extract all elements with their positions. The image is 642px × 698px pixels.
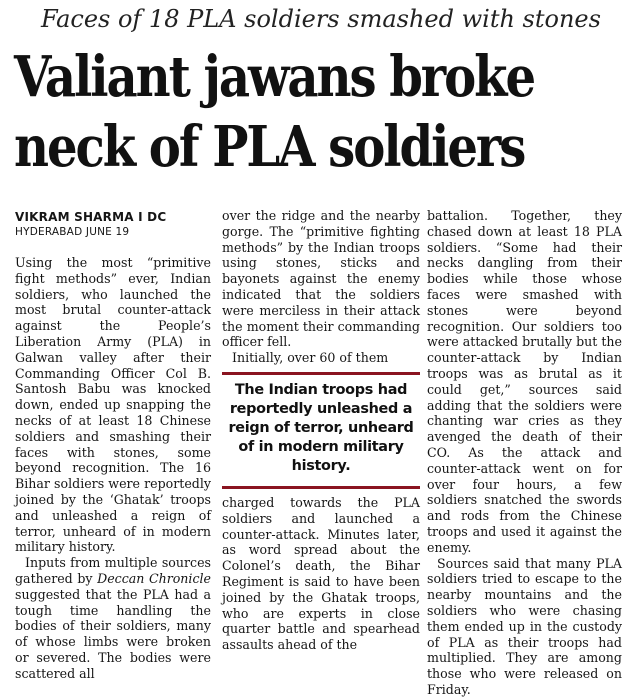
- text-run: suggested that the PLA had a tough time handling the bodies of their soldiers, many of whose limbs were broken or severed. The bodies were scattered all: [15, 586, 211, 681]
- paragraph: battalion. Together, they chased down at least 18 PLA soldiers. “Some had their necks dangling from their bodies while those whose faces were smashed with stones were beyond recognition. Our soldiers too were attacked brutally but the counter-attack by Indian troops was as brutal as it could get,” sources said adding that the soldiers were chanting war cries as they avenged the death of their CO. As the attack and counter-attack went on for over four hours, a few soldiers snatched the swords and rods from the Chinese troops and used it against the enemy.: [427, 208, 622, 555]
- byline: VIKRAM SHARMA I DC: [15, 210, 167, 224]
- text-run: Inputs from multiple sources gathered by: [15, 555, 211, 586]
- paragraph-continued: charged towards the PLA soldiers and launched a counter-attack. Minutes later, as word spread about the Colonel’s death, the Bihar Regiment is said to have been joined by the Ghatak troops, who are experts in close quarter battle and spearhead assaults ahead of the: [222, 494, 420, 653]
- paragraph: [15, 555, 211, 681]
- paragraph: Sources said that many PLA soldiers tried to escape to the nearby mountains and the soldiers who were chasing them ended up in the custody of PLA as their troops had multiplied. They are among those who were released on Friday.: [427, 555, 622, 697]
- column-1: [15, 210, 211, 682]
- headline-line-1: Valiant jawans broke: [14, 44, 535, 110]
- kicker: Faces of 18 PLA soldiers smashed with stones: [41, 5, 601, 33]
- pull-quote: The Indian troops had reportedly unleashed a reign of terror, unheard of in modern military history.: [222, 372, 420, 489]
- dateline: HYDERABAD JUNE 19: [15, 226, 130, 238]
- column-2: [222, 208, 420, 653]
- headline: [14, 42, 547, 182]
- column-3: [427, 208, 622, 698]
- paragraph-start: Initially, over 60 of them: [232, 350, 389, 366]
- paragraph: over the ridge and the nearby gorge. The “primitive fighting methods” by the Indian troops using stones, sticks and bayonets against the enemy indicated that the soldiers were merciless in their attack the moment their commanding officer fell.: [222, 208, 420, 350]
- paragraph: Using the most “primitive fight methods” ever, Indian soldiers, who launched the most brutal counter-attack against the People’s Liberation Army (PLA) in Galwan valley after their Commanding Officer Col B. Santosh Babu was knocked down, ended up snapping the necks of at least 18 Chinese soldiers and smashing their faces with stones, some beyond recognition. The 16 Bihar soldiers were reportedly joined by the ‘Ghatak’ troops and unleashed a reign of terror, unheard of in modern military history.: [15, 255, 211, 555]
- headline-line-2: neck of PLA soldiers: [14, 114, 525, 180]
- publication-name: Deccan Chronicle: [97, 570, 211, 586]
